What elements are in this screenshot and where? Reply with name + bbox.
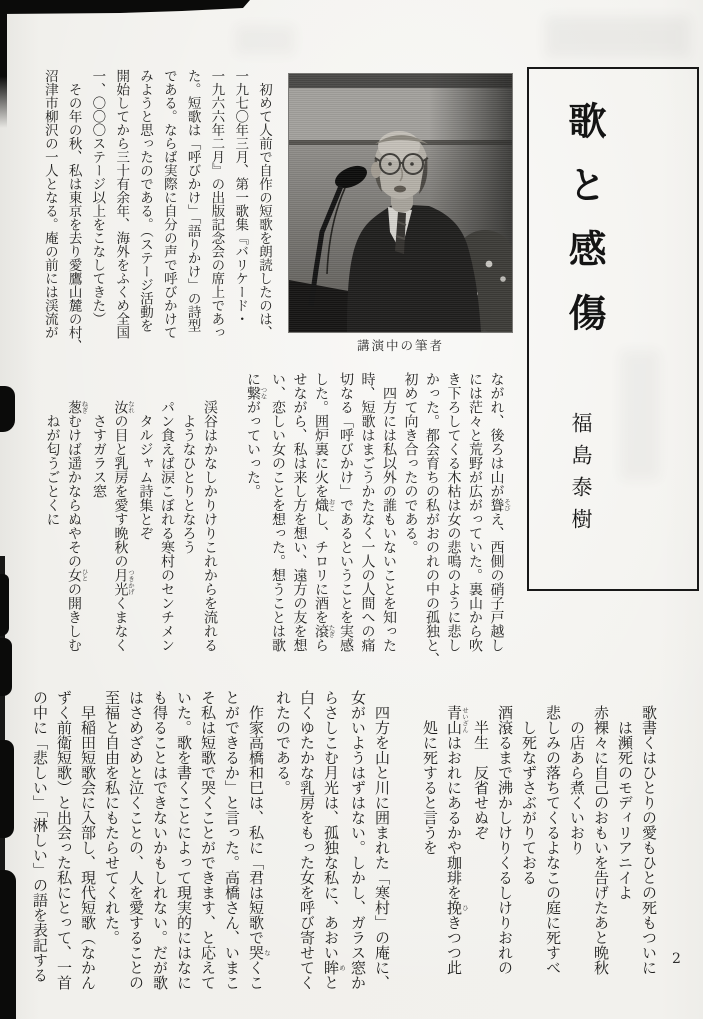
text-line: に繋 つながっていった。 [245, 372, 267, 498]
text-line: そ私は短歌で哭くことができます、と応えて [199, 690, 215, 990]
text-line: き下ろしてくる木枯は女の悲鳴のように悲し [445, 372, 461, 652]
text-line: かった。都会育ちの私がおのれの中の孤独と、 [424, 372, 439, 666]
text-line: 歌書くはひとりの愛もひとの死もついに [640, 690, 656, 975]
text-line: 渓谷はかなしかりけりこれからを流れる [202, 372, 217, 652]
bleed-through-smudge [545, 16, 690, 58]
bleed-through-smudge [235, 25, 295, 55]
lecture-photo-illustration [289, 74, 512, 332]
text-line: ずく前衛短歌）と出会った私にとって、一首 [55, 690, 71, 990]
text-line: も得ることはできないかもしれない。だが歌 [151, 690, 167, 990]
text-line: 悲しみの落ちてくるよなこの庭に死すべ [544, 690, 560, 975]
text-line: 四方には私以外の誰もいないことを知った [381, 372, 396, 652]
text-line: した。囲炉裏に火を熾 おこし、チロリに酒を滾 たぎら [313, 372, 335, 652]
photo-caption: 講演中の筆者 [356, 339, 444, 353]
scan-artifact-top-bar [0, 0, 250, 14]
text-line: 白くゆたかな乳房をもった女を呼び寄せてく [298, 690, 314, 990]
text-line: さすガラス窓 [91, 372, 106, 498]
text-line: である。ならば実際に自分の声で呼びかけて [161, 69, 177, 339]
text-line: 汝 なれの目と乳房を愛す晩秋の月光 つきかげくまなく [112, 400, 134, 652]
text-line: れたのである。 [274, 690, 290, 795]
text-line: は瀕死のモディリアニイよ [616, 690, 632, 900]
text-line: の中に「悲しい」「淋しい」の語を表記する [31, 690, 47, 983]
scan-artifact-left-blotch [0, 740, 14, 838]
lecture-photo [289, 74, 512, 332]
text-line: はさめざめと泣くことの、人を愛することの [127, 690, 143, 990]
scan-artifact-left-blotch [0, 870, 16, 1019]
text-line: 開始してから三十有余年、海外をふくめ全国 [114, 69, 130, 339]
text-line: パン食えば涙こぼれる寒村のセンチメン [159, 372, 174, 652]
text-line: 沼津市柳沢の一人となる。庵の前には渓流が [42, 69, 58, 339]
text-line: 女がいようはずはない。しかし、ガラス窓か [349, 690, 365, 990]
text-line: 青山 せいざんはおれにあるかや珈琲を挽 ひきつつ此 [445, 705, 468, 975]
text-line: 処に死すると言うを [421, 690, 437, 855]
text-line: 一九七〇年三月、第一歌集『バリケード・ [233, 69, 249, 326]
intro-paragraph [36, 69, 276, 353]
text-line: 早稲田短歌会に入部し、現代短歌（なかん [79, 690, 95, 990]
scan-artifact-left-blotch [0, 386, 15, 432]
text-line: 初めて向き合ったのである。 [402, 372, 418, 554]
text-line: 至福と自由を私にもたらせてくれた。 [103, 690, 119, 945]
scan-artifact-left-blotch [0, 638, 12, 696]
text-line: 赤裸々に自己のおもいを告げたあと晩秋 [592, 690, 608, 975]
article-title: 歌と感傷 [562, 101, 604, 357]
text-line: 一、〇〇〇ステージ以上をこなしてきた） [90, 69, 106, 326]
text-line: タルジャム詩集とぞ [137, 372, 153, 540]
text-line: には茫々と荒野が広がっていた。裏山から吹 [467, 372, 482, 652]
text-line: ねが匂うごとくに [44, 372, 60, 526]
text-line: 半生 反省せぬぞ [472, 690, 488, 840]
bottom-paragraph [32, 690, 660, 1004]
text-line: 切なる「呼びかけ」であるということを実感 [338, 372, 353, 652]
middle-paragraph [44, 372, 510, 666]
text-line: い、恋しい女のことを想った。想うことは歌 [270, 372, 285, 652]
text-line [220, 372, 242, 662]
text-line: ながれ、後ろは山が聳 そびえ、西側の硝子戸越し [488, 372, 510, 652]
text-line: た。短歌は「呼びかけ」「語りかけ」の詩型 [185, 69, 201, 333]
text-line: ようなひとりとなろう [180, 372, 196, 554]
text-line: 一九六六年二月』の出版記念会の席上であっ [209, 69, 225, 339]
text-line: 作家高橋和巳は、私に「君は短歌で哭 なくこ [247, 690, 270, 990]
text-line: 四方を山と川に囲まれた「寒村」の庵に、 [373, 690, 389, 990]
text-line: その年の秋、私は東京を去り愛鷹山麓の村、 [66, 69, 82, 353]
page-number: 2 [672, 951, 681, 967]
text-line: みようと思ったのである。（ステージ活動を [138, 69, 154, 333]
mouth [394, 186, 406, 193]
text-line: 時、短歌はまごうかたなく一人の人間への痛 [359, 372, 375, 652]
text-line: 酒滾るまで沸かしけりくるしけりおれの [496, 690, 512, 975]
text-line: 葱 ねぎむけば遥かならぬやその女 ひとの開きしむ [66, 400, 88, 652]
text-line: いた。歌を書くことによって現実的にはなに [175, 690, 191, 990]
article-author: 福島泰樹 [569, 412, 593, 540]
scan-artifact-left-blotch [0, 574, 9, 636]
text-line: し死なずさぶがりておる [520, 690, 536, 885]
text-line: らさしこむ月光は、孤独な私に、あおい眸 めと [322, 690, 345, 990]
text-line: の店あら煮くいおり [568, 690, 584, 855]
text-line [393, 690, 417, 1004]
text-line: とができるか」と言った。高橋さん、いまこ [223, 690, 239, 990]
text-line: 初めて人前で自作の短歌を朗読したのは、 [257, 69, 272, 339]
text-line: せながら、私は来し方を想い、遠方の友を想 [291, 372, 307, 652]
scan-artifact-top-left [0, 13, 7, 128]
article-title-box [527, 67, 699, 591]
